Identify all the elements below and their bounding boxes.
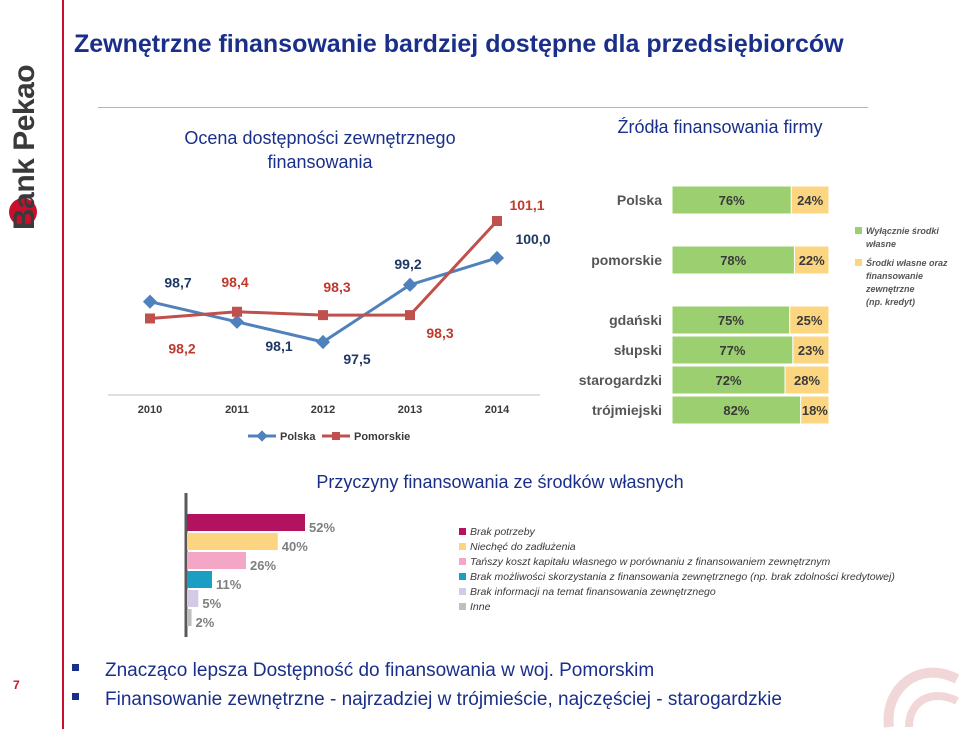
data-point (405, 310, 415, 320)
data-label: 5% (202, 596, 222, 611)
x-tick-label: 2011 (225, 404, 249, 416)
bar (187, 533, 278, 550)
bar (187, 590, 198, 607)
bar (187, 552, 246, 569)
data-label: 78% (720, 253, 747, 268)
bar (187, 514, 305, 531)
data-point (492, 216, 502, 226)
data-point (143, 295, 157, 309)
legend-swatch (459, 588, 466, 595)
reasons-chart-title: Przyczyny finansowania ze środków własnych (316, 472, 684, 492)
data-label: 98,7 (164, 274, 192, 291)
data-point (232, 307, 242, 317)
data-point (318, 310, 328, 320)
page-title: Zewnętrzne finansowanie bardziej dostępne dla przedsiębiorców (74, 30, 844, 58)
legend-swatch (459, 573, 466, 580)
bar (187, 571, 212, 588)
legend-label: Brak informacji na temat finansowania zewnętrznego (470, 586, 716, 598)
legend-label: Niechęć do zadłużenia (470, 541, 576, 553)
bullet-2 (72, 689, 782, 711)
legend-swatch (855, 227, 862, 234)
data-label: 25% (796, 313, 823, 328)
data-label: 11% (215, 577, 242, 592)
legend-swatch (459, 603, 466, 610)
data-label: 77% (719, 343, 746, 358)
data-label: 52% (309, 520, 336, 535)
data-label: 98,4 (221, 273, 249, 290)
stacked-chart-title: Źródła finansowania firmy (617, 117, 823, 137)
data-label: 28% (794, 373, 821, 388)
data-label: 98,1 (265, 337, 293, 354)
category-label: Polska (616, 192, 662, 208)
data-label: 82% (723, 403, 750, 418)
data-label: 101,1 (509, 197, 545, 213)
data-label: 24% (797, 193, 824, 208)
data-label: 18% (801, 403, 828, 418)
data-point (145, 313, 155, 323)
line-chart-title: Ocena dostępności zewnętrznego finansowania (184, 128, 456, 172)
category-label: słupski (613, 342, 662, 358)
legend-label: Tańszy koszt kapitału własnego w porównaniu z finansowaniem zewnętrznym (470, 556, 831, 568)
stacked-bar-chart (579, 186, 948, 424)
data-point (230, 315, 244, 329)
legend-label: Środki własne oraz (866, 258, 948, 268)
bullet-square-icon (72, 664, 79, 671)
legend-marker (256, 430, 267, 441)
data-label: 22% (798, 253, 825, 268)
bullet-1-text: Znacząco lepsza Dostępność do finansowania w woj. Pomorskim (105, 660, 655, 681)
data-label: 97,5 (343, 351, 371, 367)
legend-swatch (855, 259, 862, 266)
legend-swatch (459, 558, 466, 565)
legend-label: Brak potrzeby (470, 526, 535, 538)
brand-name: Bank Pekao (8, 64, 41, 230)
legend-label: zewnętrzne (866, 284, 915, 294)
legend-label: Polska (280, 431, 316, 443)
data-label: 98,2 (168, 340, 196, 357)
data-point (490, 251, 504, 265)
data-label: 75% (717, 313, 744, 328)
bullet-square-icon (72, 693, 79, 700)
data-label: 72% (715, 373, 742, 388)
x-tick-label: 2013 (397, 404, 423, 416)
bar (187, 609, 192, 626)
page-number: 7 (13, 678, 20, 692)
data-label: 2% (195, 615, 215, 630)
data-label: 98,3 (323, 279, 351, 296)
x-tick-label: 2012 (310, 404, 336, 416)
data-label: 23% (797, 343, 824, 358)
reasons-bar-chart (186, 493, 895, 637)
category-label: starogardzki (578, 372, 662, 388)
data-label: 40% (281, 539, 308, 554)
legend-marker (332, 432, 340, 440)
category-label: trójmiejski (591, 402, 662, 418)
legend-label: Wyłącznie środki (866, 226, 939, 236)
data-label: 76% (718, 193, 745, 208)
line-chart (108, 197, 551, 443)
bullet-1 (72, 660, 654, 682)
x-tick-label: 2014 (484, 404, 510, 416)
legend-label: finansowanie (866, 271, 924, 281)
x-tick-label: 2010 (137, 404, 163, 416)
series-line-pomorskie (150, 221, 497, 318)
legend-label: Pomorskie (354, 431, 411, 443)
category-label: pomorskie (591, 252, 662, 268)
data-label: 100,0 (515, 230, 551, 247)
decorative-swirl-icon (879, 639, 959, 729)
category-label: gdański (609, 312, 662, 328)
data-label: 99,2 (394, 255, 422, 272)
data-label: 26% (250, 558, 277, 573)
data-label: 98,3 (426, 325, 454, 342)
legend-label: (np. kredyt) (866, 297, 916, 307)
legend-swatch (459, 528, 466, 535)
legend-swatch (459, 543, 466, 550)
legend-label: Brak możliwości skorzystania z finansowania zewnętrznego (np. brak zdolności kredytowej) (470, 571, 895, 583)
legend-label: Inne (470, 601, 491, 613)
legend-label: własne (866, 239, 897, 249)
bullet-2-text: Finansowanie zewnętrzne - najrzadziej w trójmieście, najczęściej - starogardzkie (105, 689, 782, 710)
